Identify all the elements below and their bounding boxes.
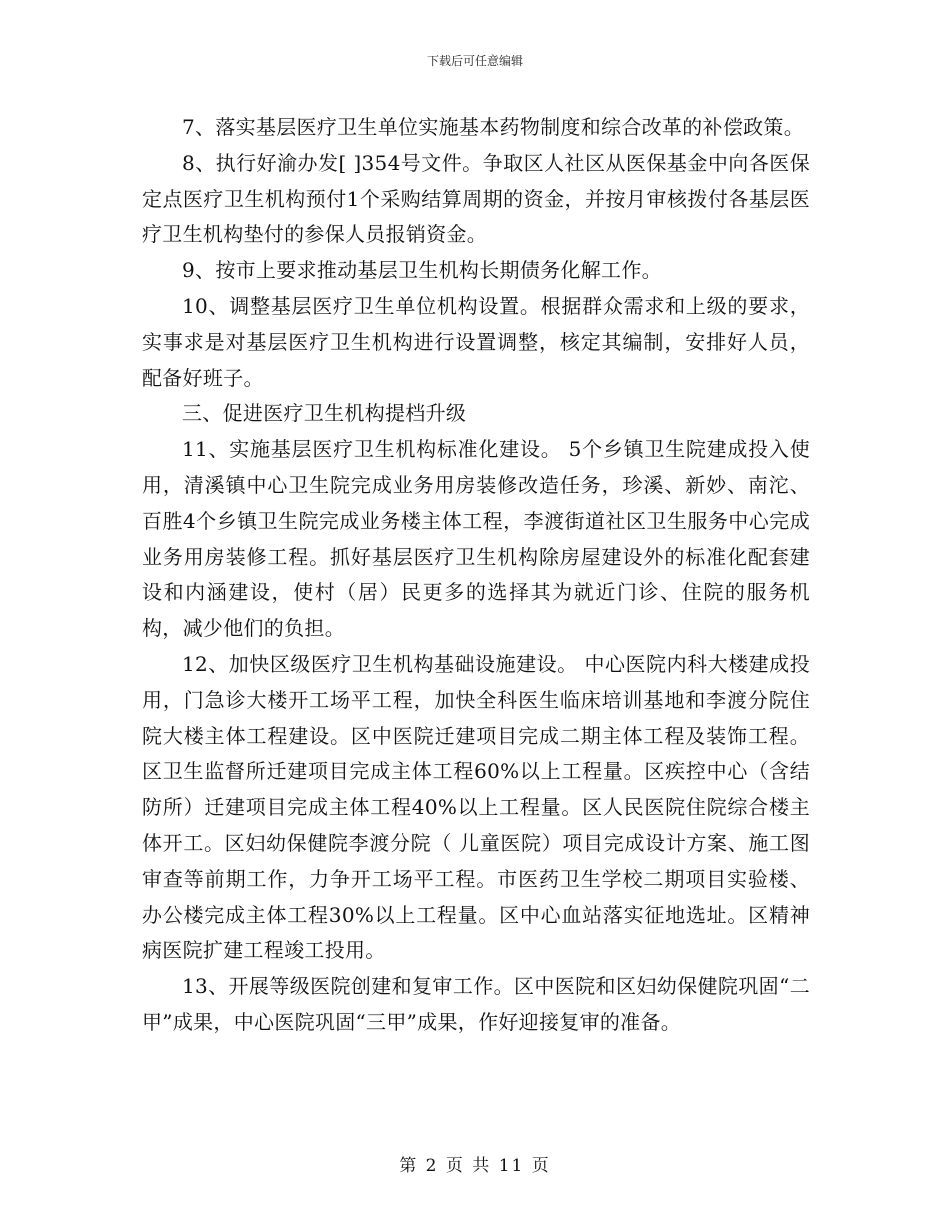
paragraph-item-11: 11、实施基层医疗卫生机构标准化建设。 5个乡镇卫生院建成投入使用，清溪镇中心卫生院完成业务用房装修改造任务，珍溪、新妙、南沱、百胜4个乡镇卫生院完成业务楼主体工程，李渡街道社区卫生服务中心完成业务用房装修工程。抓好基层医疗卫生机构除房屋建设外的标准化配套建设和内涵建设，使村（居）民更多的选择其为就近门诊、住院的服务机构，减少他们的负担。 [142, 437, 810, 641]
page-header-note: 下载后可任意编辑 [426, 54, 523, 68]
paragraph-item-8: 8、执行好渝办发[ ]354号文件。争取区人社区从医保基金中向各医保定点医疗卫生机构预付1个采购结算周期的资金，并按月审核拨付各基层医疗卫生机构垫付的参保人员报销资金。 [142, 150, 810, 247]
paragraph-item-13: 13、开展等级医院创建和复审工作。区中医院和区妇幼保健院巩固“二甲”成果，中心医院巩固“三甲”成果，作好迎接复审的准备。 [142, 974, 810, 1034]
document-body [142, 110, 810, 1041]
paragraph-item-7: 7、落实基层医疗卫生单位实施基本药物制度和综合改革的补偿政策。 [182, 115, 805, 139]
page-number-footer: 第 2 页 共 11 页 [399, 1156, 551, 1176]
paragraph-item-10: 10、调整基层医疗卫生单位机构设置。根据群众需求和上级的要求，实事求是对基层医疗卫生机构进行设置调整，核定其编制，安排好人员，配备好班子。 [142, 293, 810, 390]
paragraph-item-12: 12、加快区级医疗卫生机构基础设施建设。 中心医院内科大楼建成投用，门急诊大楼开工场平工程，加快全科医生临床培训基地和李渡分院住院大楼主体工程建设。区中医院迁建项目完成二期主体工程及装饰工程。区卫生监督所迁建项目完成主体工程60%以上工程量。区疾控中心（含结防所）迁建项目完成主体工程40%以上工程量。区人民医院住院综合楼主体开工。区妇幼保健院李渡分院（ 儿童医院）项目完成设计方案、施工图审查等前期工作，力争开工场平工程。市医药卫生学校二期项目实验楼、办公楼完成主体工程30%以上工程量。区中心血站落实征地选址。区精神病医院扩建工程竣工投用。 [142, 651, 810, 963]
paragraph-item-9: 9、按市上要求推动基层卫生机构长期债务化解工作。 [182, 258, 662, 283]
section-heading-3: 三、促进医疗卫生机构提档升级 [182, 401, 467, 426]
